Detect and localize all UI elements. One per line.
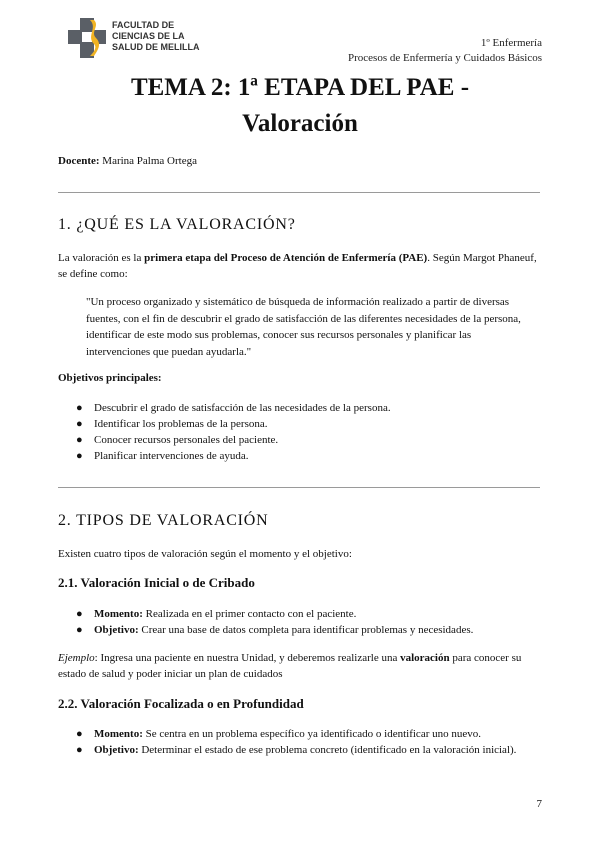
objective-text: Conocer recursos personales del paciente. [94, 434, 279, 446]
bullet-icon: ● [76, 608, 83, 620]
page-number: 7 [536, 798, 542, 810]
header-course-info [348, 36, 542, 66]
section-1-intro [58, 250, 544, 282]
example-bold-text: valoración [400, 652, 450, 664]
list-item [74, 432, 534, 448]
faculty-logo [68, 18, 208, 60]
list-item [74, 448, 534, 464]
divider [58, 192, 540, 193]
docente-line [58, 155, 197, 167]
docente-label: Docente: [58, 155, 100, 167]
list-item [74, 606, 534, 622]
list-item [74, 726, 534, 742]
docente-name: Marina Palma Ortega [102, 155, 197, 167]
objetivo-label: Objetivo: [94, 744, 139, 756]
logo-line: SALUD DE MELILLA [112, 42, 200, 52]
objectives-label: Objetivos principales: [58, 372, 162, 384]
subsection-2-2-list [74, 726, 534, 758]
bullet-icon: ● [76, 434, 83, 446]
bullet-icon: ● [76, 402, 83, 414]
example-text-end: para conocer su estado de salud y poder iniciar un plan de cuidados [58, 652, 522, 680]
subsection-2-1-list [74, 606, 534, 638]
objetivo-text: Determinar el estado de ese problema concreto (identificado en la valoración inicial). [138, 744, 517, 756]
bullet-icon: ● [76, 744, 83, 756]
bullet-icon: ● [76, 624, 83, 636]
bullet-icon: ● [76, 418, 83, 430]
objectives-list [74, 400, 534, 464]
objetivo-label: Objetivo: [94, 624, 139, 636]
definition-quote: "Un proceso organizado y sistemático de búsqueda de información realizado a partir de diversas fuentes, con el fin de descubrir el grado de satisfacción de las diferentes necesidades de la persona, identificar de este modo sus problemas, conocer sus recursos personales y planificar las intervenciones que puedan ayudarla." [86, 296, 521, 358]
intro-text-end: . Según Margot Phaneuf, se define como: [58, 252, 537, 280]
page-title-line-1: TEMA 2: 1ª ETAPA DEL PAE - [130, 74, 470, 101]
subject-name: Procesos de Enfermería y Cuidados Básicos [348, 52, 542, 64]
faculty-cross-icon [68, 18, 108, 58]
logo-line: FACULTAD DE [112, 20, 175, 30]
logo-line: CIENCIAS DE LA [112, 31, 185, 41]
section-2-intro: Existen cuatro tipos de valoración según el momento y el objetivo: [58, 548, 352, 560]
example-text: : Ingresa una paciente en nuestra Unidad, y deberemos realizarle una [94, 652, 401, 664]
section-1-heading: 1. ¿QUÉ ES LA VALORACIÓN? [58, 216, 296, 233]
intro-text: La valoración es la [58, 252, 145, 264]
list-item [74, 622, 534, 638]
list-item [74, 742, 534, 758]
momento-text: Realizada en el primer contacto con el paciente. [142, 608, 357, 620]
section-2-heading: 2. TIPOS DE VALORACIÓN [58, 512, 269, 529]
momento-label: Momento: [94, 608, 143, 620]
bullet-icon: ● [76, 728, 83, 740]
bullet-icon: ● [76, 450, 83, 462]
page-title-line-2: Valoración [242, 110, 358, 137]
list-item [74, 416, 534, 432]
example-paragraph [58, 650, 544, 682]
subsection-2-2-heading: 2.2. Valoración Focalizada o en Profundidad [58, 696, 304, 711]
momento-text: Se centra en un problema específico ya identificado o identificar uno nuevo. [142, 728, 481, 740]
objective-text: Planificar intervenciones de ayuda. [94, 450, 249, 462]
objetivo-text: Crear una base de datos completa para identificar problemas y necesidades. [138, 624, 474, 636]
example-label: Ejemplo [58, 652, 95, 664]
logo-text [112, 20, 208, 53]
course-year: 1º Enfermería [480, 37, 542, 49]
divider [58, 487, 540, 488]
intro-bold-text: primera etapa del Proceso de Atención de Enfermería (PAE) [144, 252, 428, 264]
list-item [74, 400, 534, 416]
objective-text: Identificar los problemas de la persona. [94, 418, 268, 430]
momento-label: Momento: [94, 728, 143, 740]
subsection-2-1-heading: 2.1. Valoración Inicial o de Cribado [58, 575, 255, 590]
objective-text: Descubrir el grado de satisfacción de las necesidades de la persona. [94, 402, 391, 414]
